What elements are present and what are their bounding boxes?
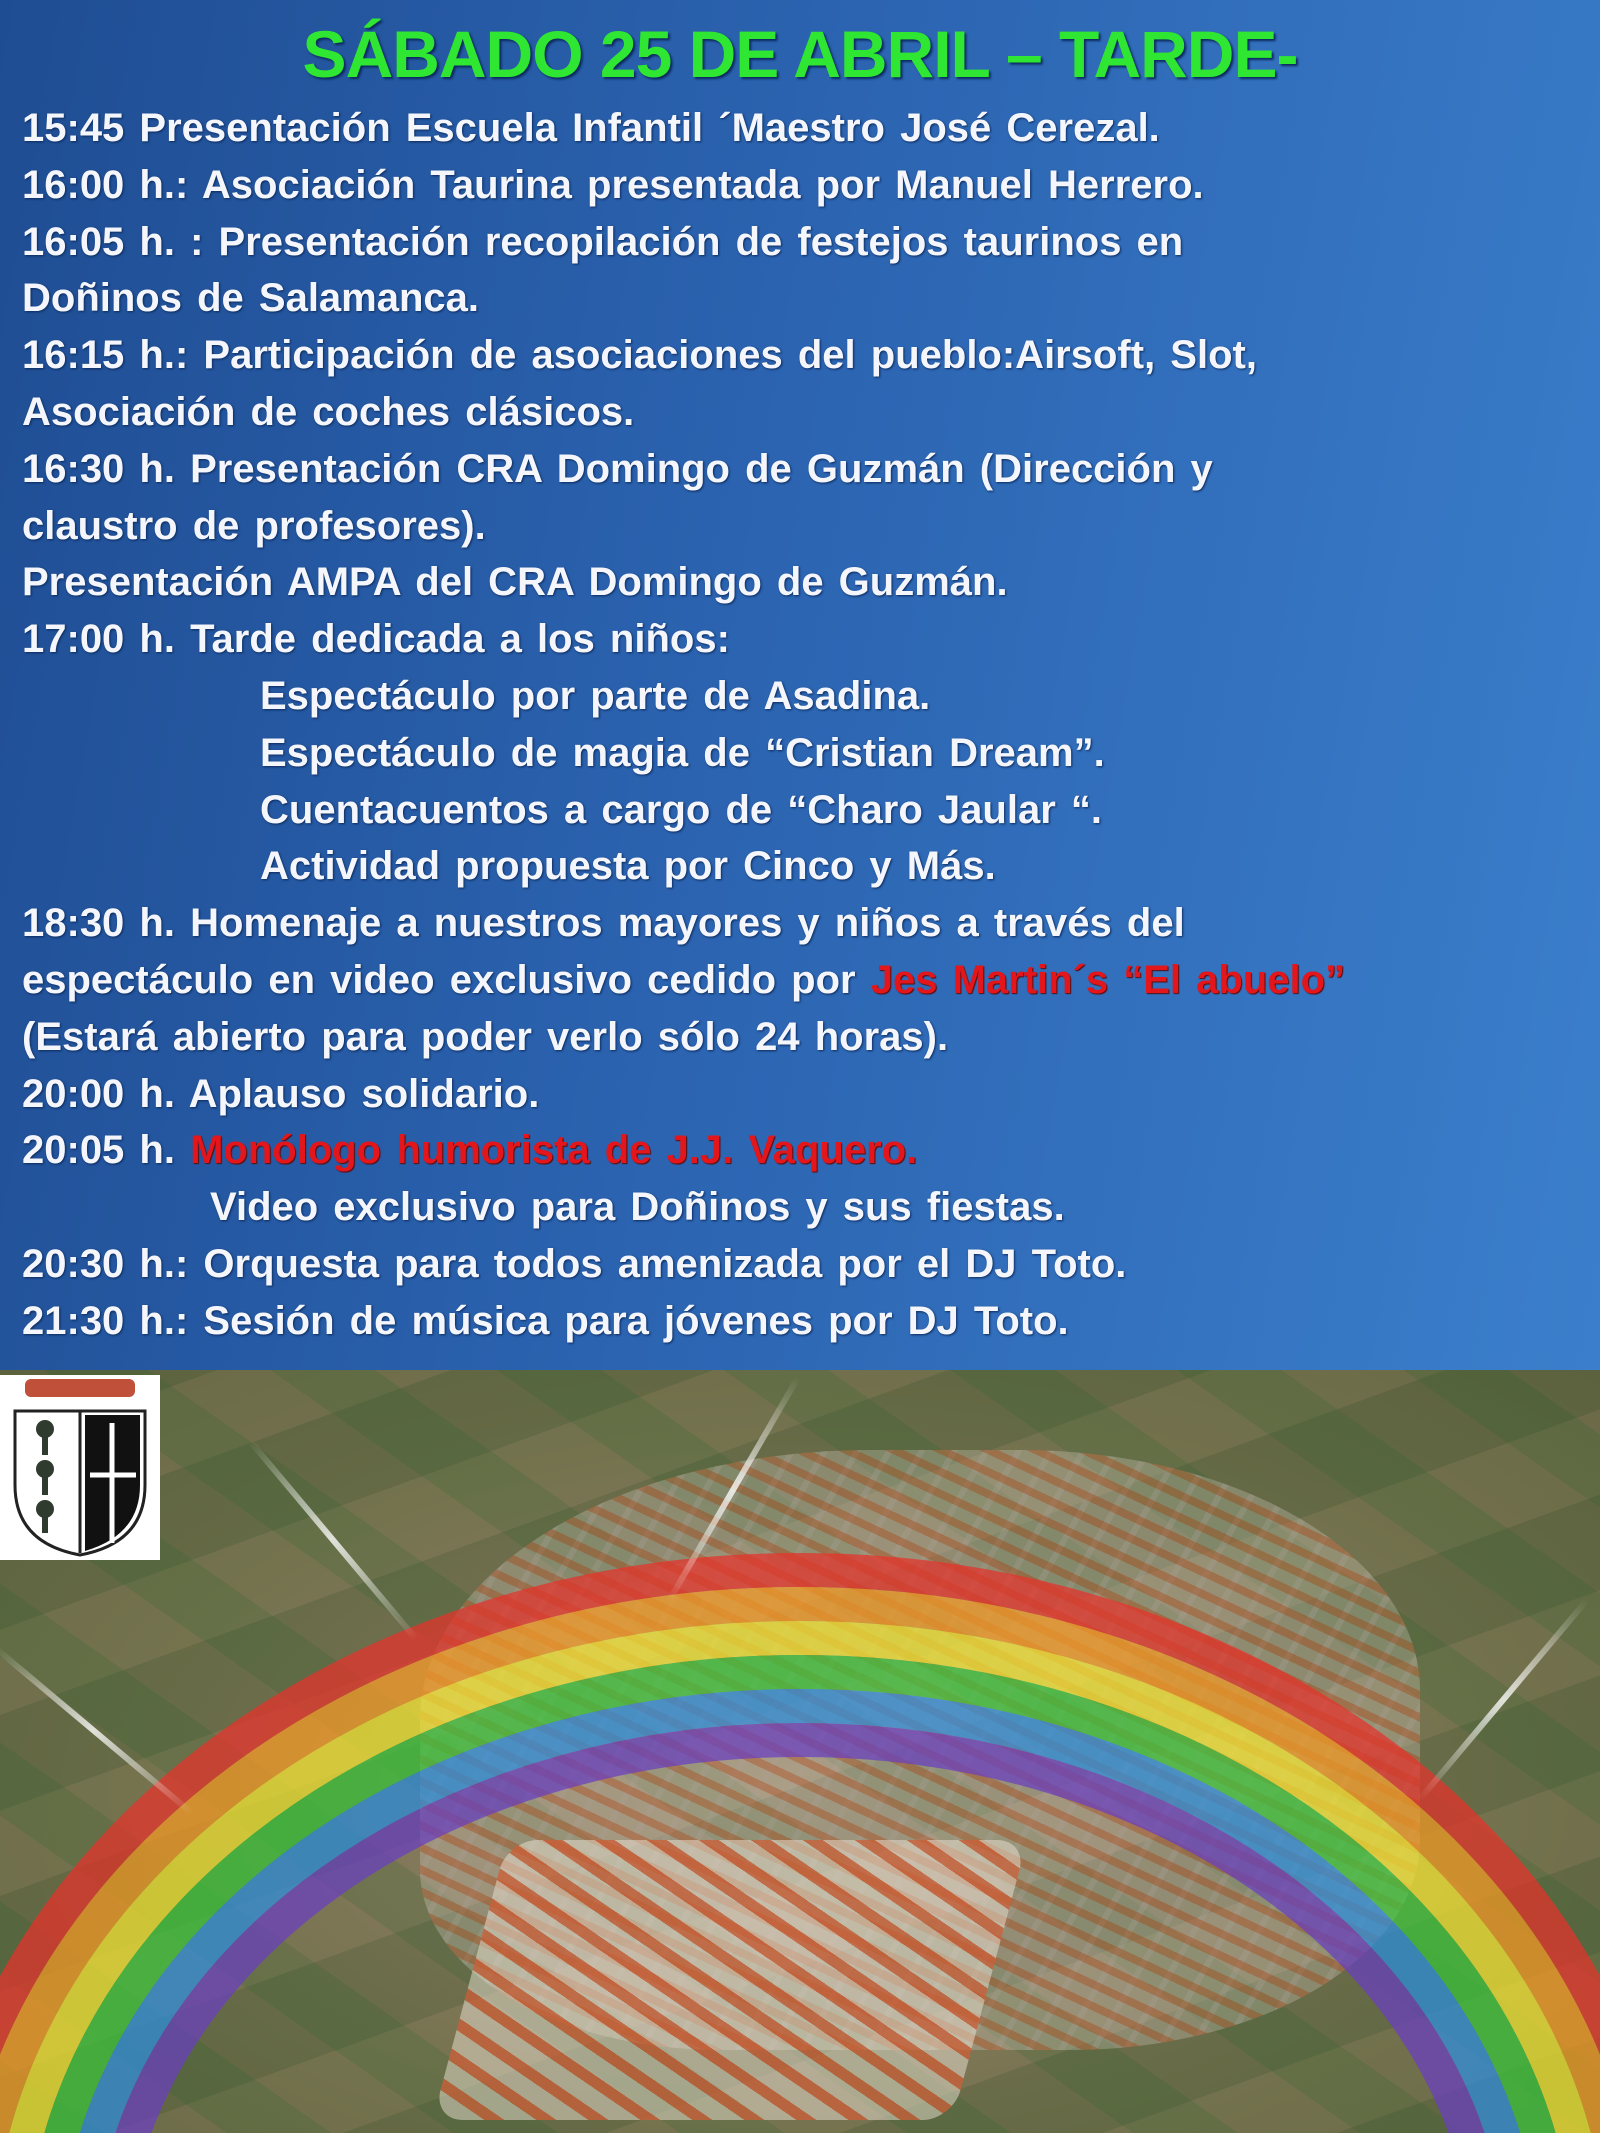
schedule-line: 21:30 h.: Sesión de música para jóvenes por DJ Toto. bbox=[22, 1298, 1069, 1343]
schedule-subitem: Video exclusivo para Doñinos y sus fiestas. bbox=[210, 1185, 1065, 1230]
schedule-line: 15:45 Presentación Escuela Infantil ´Maestro José Cerezal. bbox=[22, 106, 1160, 150]
coat-of-arms bbox=[0, 1375, 160, 1560]
schedule-line: 16:15 h.: Participación de asociaciones del pueblo:Airsoft, Slot, bbox=[22, 333, 1257, 378]
page-title: SÁBADO 25 DE ABRIL – TARDE- bbox=[302, 17, 1298, 91]
schedule-line: 16:30 h. Presentación CRA Domingo de Guzmán (Dirección y bbox=[22, 446, 1213, 491]
schedule-subitem: Espectáculo por parte de Asadina. bbox=[260, 673, 931, 718]
schedule-line: 16:00 h.: Asociación Taurina presentada por Manuel Herrero. bbox=[22, 162, 1204, 207]
shield-with-trees-and-cross-icon bbox=[0, 1375, 160, 1560]
schedule-line: (Estará abierto para poder verlo sólo 24 horas). bbox=[22, 1014, 949, 1059]
schedule-line: 20:30 h.: Orquesta para todos amenizada por el DJ Toto. bbox=[22, 1241, 1127, 1286]
schedule-line: claustro de profesores). bbox=[22, 503, 486, 548]
schedule-line: Doñinos de Salamanca. bbox=[22, 276, 480, 321]
schedule-subitem: Espectáculo de magia de “Cristian Dream”. bbox=[260, 730, 1105, 775]
schedule-line: Presentación AMPA del CRA Domingo de Guzmán. bbox=[22, 560, 1008, 605]
highlight-text: Jes Martin´s “El abuelo” bbox=[870, 957, 1346, 1002]
schedule-subitem: Actividad propuesta por Cinco y Más. bbox=[260, 844, 996, 889]
schedule-line: 16:05 h. : Presentación recopilación de festejos taurinos en bbox=[22, 219, 1184, 264]
schedule-list bbox=[22, 100, 1592, 1350]
schedule-line: 17:00 h. Tarde dedicada a los niños: bbox=[22, 617, 730, 662]
schedule-subitem: Cuentacuentos a cargo de “Charo Jaular “. bbox=[260, 787, 1102, 832]
schedule-line: Asociación de coches clásicos. bbox=[22, 389, 635, 434]
highlight-text: Monólogo humorista de J.J. Vaquero. bbox=[190, 1128, 918, 1173]
schedule-line: 20:00 h. Aplauso solidario. bbox=[22, 1071, 540, 1116]
rainbow-icon bbox=[0, 1370, 1600, 2133]
schedule-line: 20:05 h. Monólogo humorista de J.J. Vaquero. bbox=[22, 1128, 918, 1173]
schedule-line: espectáculo en video exclusivo cedido por Jes Martin´s “El abuelo” bbox=[22, 957, 1346, 1002]
aerial-town-photo bbox=[0, 1370, 1600, 2133]
schedule-line: 18:30 h. Homenaje a nuestros mayores y niños a través del bbox=[22, 901, 1185, 946]
